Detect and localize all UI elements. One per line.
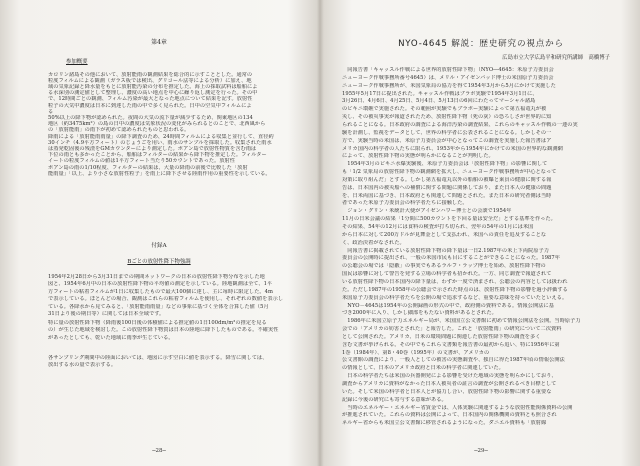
text-line: 験を計測し、監視をデータとして、世界の科学者に公表されることになる。しかしその一	[342, 129, 552, 136]
text-line: 方で、実験当時の米国は、米原子力委員会が中心となってこの調査を実施した報告書はア	[342, 137, 552, 144]
text-line: いる放射性降下物の日本国内の降下量は、わずか一度で済まされ、公聴会の内容としては扱われ	[342, 278, 568, 285]
text-line: で、12時間ごとの観測、フィルム汚染が最大となった地点について結果を記す。放射性	[48, 96, 253, 103]
text-line: 日本の科学者たちは米国の兵器開発による影響を受けた地域の実態を明らかにしており、	[342, 373, 557, 380]
text-line: があったとしても、乾いた地域に雨季が生じている。	[48, 334, 174, 341]
text-line: 30インチ（4.9平方フィート）のじょうごを用い、雨水のサンプルを採取した。収集された雨水	[48, 140, 272, 147]
text-line: 公文書館の調査により、一般人としての被害の実態調査や、独自に得た1987年頃の情報公開法	[342, 357, 565, 364]
text-line: 委員会の公開時に提出され、一般の米国市民も目にすることができることになった。1987年	[342, 255, 560, 262]
text-line: られることになる。日本政府の調査による海洋汚染の調査結果、これらのキャッスル作戦の一連の実	[342, 121, 578, 128]
text-line: 米国原子力委員会の科学者たちを公開の場で追求するなど、重要な意味を持っていたといえる。	[342, 294, 568, 301]
text-line: 1954年3月のビキニ水爆実験後、米原子力委員会は「放射性降下物」の影響に関して	[342, 161, 548, 168]
text-line: 者であった米原子力委員会の科学者たちに接触した。	[342, 200, 468, 207]
text-line: として公開された。アメリカ、日米の環境問題に関連した放射性降下物の調査を多く	[342, 333, 541, 340]
text-line: 11月の日米会議の結果「1分間に500カウントを下回る量は安全だ」とする基準を作った。	[342, 216, 556, 223]
text-line: る	[48, 108, 54, 115]
text-line: の「放射能雨」の雨下が初めて認められたものと思われる。	[48, 126, 190, 133]
text-line: 方フィートの粘着フィルムが1日に収集したもので最大100個に達し、主に毎時に限定した。4m	[48, 288, 273, 295]
text-line: のビキニ環礁で実施された。その範囲が実験でもブラボー実験によって第五福竜丸が被	[342, 106, 547, 113]
text-line: NYO－4645は1954年の公開録画の形式の中で、政府側の資料である。情報公開法に基	[342, 302, 554, 309]
left-page	[0, 0, 318, 466]
text-line: の情報として、日本のアメリカ政府と日米の科学者に関連していた。	[342, 365, 504, 372]
text-line: 含む文書が挙げられる。その中でもこれら文書類を報告書の最初から追い、特に1956年に第	[342, 341, 560, 348]
text-line: の公聴会の場では「隠蔽」の事実でもあるラルフ・ラップ博士を始め、放射性降下物の	[342, 263, 546, 270]
text-line: の）が生じた地域を検討した。この放射性降下物質は日本の陸地に降下したものである。不確実性	[48, 327, 279, 334]
text-line: 放出する水の量で表示する。	[48, 362, 117, 369]
text-line: 国民は影響に対して警告を発する立場の科学者も招かれた。一方、同じ調査で報道されて	[342, 271, 552, 278]
page-number-right: ─29─	[474, 448, 488, 454]
text-line: ジョン・グリン・米統計大使がアイゼンハワー博士との会談で1954年	[342, 208, 512, 215]
text-line: カロリン諸島その他において、放射能雨の観測結果を総合的に示すこととした。通常の	[48, 72, 253, 78]
text-line: 降雨による「放射能雨雨量」の降下調査のため、24時間フィルムによる収集と並行して、直径約	[48, 134, 274, 140]
text-line: 1巻（1984年）、第8・40巻（1995年）の文書が、アメリカの	[342, 349, 490, 356]
text-line: づき2000年に入り、しかし細部をもたない資料があるとされた。	[342, 310, 497, 317]
chapter-heading: 第4章	[151, 39, 167, 46]
text-line: 対策に取り組んだ」とする。しかし第五福竜丸以外の船舶の被曝と乗員の健康に関する報	[342, 176, 552, 183]
section-title: 参加概要	[66, 59, 88, 65]
text-line: 1955年5月17日に提出された。キャッスル作戦はブラボ実験で1954年3月1日に、	[342, 90, 538, 97]
text-line: 粒度フィルムによる観測（ガラス板では検出、グリコール法等による分析）に加え、地	[48, 78, 252, 85]
text-line: を、日米両国に基づき、日本政府とも関連して問題とされた。また日本の研究者側は当時	[342, 192, 552, 199]
text-line: 記録に今後の研究にも寄与する意味がある。	[342, 396, 447, 403]
page-number-left: ─28─	[152, 448, 166, 454]
appendix-subtitle: Bごとの放射性降下物強調	[127, 259, 191, 265]
text-line: いた。そして米国の科学者と日本人とが協力し合い、放射性降下物の影響に関する重要な	[342, 388, 552, 395]
text-line: 31日より後の期日等）に関しては日本全域です。	[48, 311, 165, 317]
right-page	[322, 0, 640, 466]
text-line: く、政治決着がなされた。	[342, 239, 405, 246]
text-line: 地区（約3475km²）の島の日中の濃度は気象状況の変化がみられるとのことで、北西風から	[48, 120, 266, 127]
text-line: 同報告書に掲載されている放射性降下物の降下量は一日2.1987年の米上下両院原子力	[342, 247, 550, 254]
text-line: イートの粒度フィルムの値は1平方フィート当たり50カウントであった。放射性	[48, 158, 236, 165]
appendix-heading: 付録A	[151, 243, 167, 249]
text-line: によって、放射性降下物の実態が明らかになることが判明した。	[342, 153, 494, 160]
text-line: メリカ国内の科学者の人たちに限られ、1953年から1954年にかけての米国の世界的な観測網	[342, 145, 563, 152]
text-line: ている。各降水から見てみると、「放射能雨雨量」などの事象に基づく全体を合算した値（5月	[48, 303, 269, 310]
text-line: 災し、その被災事実が報道されたため、放射性降下物（死の灰）の恐ろしさが世界的に知	[342, 114, 552, 121]
text-line: で表示している。ほとんどの場合、観測はこれらの粘着フィルムを使用し、それぞれの数値を表示し	[48, 296, 284, 303]
text-line: 当時のエネルギー・エネルギー省賃金では、人体実験に関連するような放射性能関係資料の公開	[342, 404, 573, 411]
text-line: ポアン島の雨の1/10程度、フィルターの結果は、大量の降雨の前後で比較した「放射	[48, 164, 248, 171]
text-line: その結果、54年の12月には食料の検査が打ち切られ、翌年の54年の1月には米国	[342, 224, 534, 230]
text-line: 特に量の放射性降下物（降雨後100日後の体積値による推定値の1日100dm/m²の推定を見る	[48, 320, 267, 326]
text-line: 能雨量」「以上、より小さな放射性粒子」を雨上に降下させる陸雨作用の重要性を示している。	[48, 170, 271, 177]
text-line: 会での「アメリカの妨害とされた」と報告した。これと「放射能雨」の研究について二次資料	[342, 326, 562, 333]
text-line: も「1/2 気象局の放射性降下物の観測網を拡大し、ニューヨーク作戦事務所が中心となって	[342, 169, 557, 176]
text-line: は蒸発乾固後の残渣をGMカウンターにより測定した。ポアン島で放射性物質を含む雨は	[48, 146, 257, 153]
text-line: 1986年に米国立原子力エネルギー局が、米国国立公文書館に初めて情報公開法を公開。当時原子力	[342, 318, 581, 325]
text-line: 50%以上の降下物が認められた。夜間の大気の流下量が減少するため、関東地区の134	[48, 114, 253, 121]
text-line: 各サンプリング期間中の陸面においては、地図に示す空白に値を表示する。降雪に関しては、	[48, 355, 268, 361]
text-line: ニューヨーク作戦事務所が、米国気象局の協力を得て1954年3月から5月にかけて実施した	[342, 82, 556, 89]
text-line: 下位の雨とも多かったことから、船舶はフィルターの結果から降下物を推定した。フィルター	[48, 152, 267, 159]
text-line: 3月26日、4月6日、4月25日、5月4日、5月13日の6回にわたってマーシャル諸島	[342, 98, 536, 105]
text-line: が推進されていた。これらの資料は公開によって、日本国内の関係機関の資料とも照合され	[342, 412, 557, 419]
text-line: 1954年2月28日から3月31日までの期間ネットワークの日本の放射性降下物分布を示した地	[48, 274, 265, 280]
text-line: ネルギー省からも米国立公文書館に移管されるようになった。ダニエル資料も「放射線	[342, 420, 547, 427]
text-line: た。ただし1987年の1958年の公聴会で示された時点のは、放射性降下物の影響を過小評価する	[342, 286, 568, 293]
author-line: 広島市立大学広島平和研究所講師 高橋博子	[502, 55, 610, 61]
text-line: ニューヨーク作戦事務所番号4645）は、メリル・アイゼンバッド博士の米国原子力委員会	[342, 74, 554, 81]
text-line: 調査からアメリカに資料がなかった日本人被災者の証言の調査が公開されるべき目標として	[342, 381, 557, 387]
text-line: 図と、1954年6月中の日本の放射性降下物の平均値の測定を示している。陸地観測は全て、1平	[48, 281, 273, 288]
text-line: 域の気象記録と降水量をもとに放射能汚染の分布を推定した。海上の採取試料は船舶によ	[48, 84, 258, 91]
text-line: 粒子の大気中濃度は日本に到達した雨の中で多く見られた。日中の空気中フィルムによ	[48, 102, 252, 109]
text-line: 告は、日本国内の被災船への補償に関する問題に関係しており、また日本人の健康の問題	[342, 184, 552, 191]
text-line: から日本に対して200万ドルが見舞金として支払われ、米国への責任を追及することな	[342, 231, 547, 238]
article-title: NYO-4645 解説：歴史研究の視点から	[398, 39, 564, 49]
text-line: 同報告書「キャッスル作戦による世界的放射性降下物」（NYO―4645：米原子力委員会	[342, 67, 554, 73]
text-line: る水深別の測定値として整理し、濃度の高い地点を中心に繰り返し測定を行った。その中	[48, 90, 258, 97]
